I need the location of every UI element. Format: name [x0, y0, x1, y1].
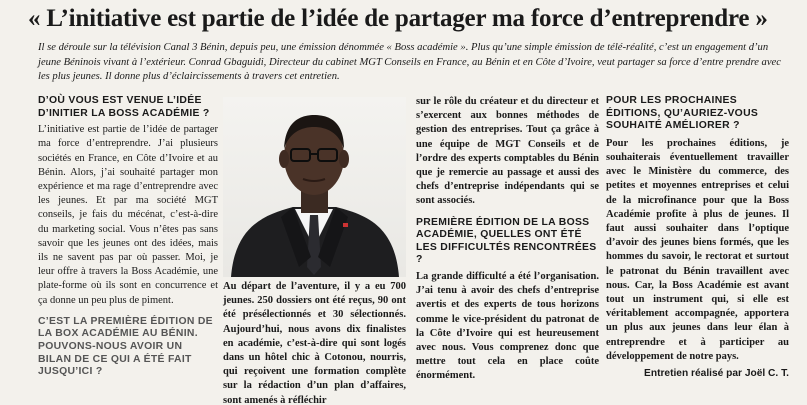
column-1: [38, 95, 218, 382]
question-3: PREMIÈRE ÉDITION DE LA BOSS ACADÉMIE, QUELLES ONT ÉTÉ LES DIFFICULTÉS RENCONTRÉES ?: [416, 216, 597, 266]
article-title: « L’initiative est partie de l’idée de partager ma force d’entreprendre »: [28, 5, 768, 32]
answer-4: Pour les prochaines éditions, je souhaiterais éventuellement travailler avec le Ministère du commerce, des petites et moyennes entreprises et celui de la microfinance pour que la Boss Académie profite à plus de jeunes. Il faut aussi souhaiter dans l’optique d’avoir des jeunes biens formés, que les hommes du savoir, le rectorat et surtout le patronat du Bénin travaillent avec nous. Car, la Boss Académie est avant tout un instrument qui, si elle est véritablement accompagnée, apportera un plus aux jeunes dans leur élan à entreprendre et à participer au développement de notre pays.: [606, 137, 789, 362]
article-intro: Il se déroule sur la télévision Canal 3 Bénin, depuis peu, une émission dénommée « Boss académie ». Plus qu’une simple émission de télé-réalité, c’est un engagement d’un jeune Béninois vivant à l’extérieur. Conrad Gbaguidi, Directeur du cabinet MGT Conseils en France, au Bénin et en Côte d’Ivoire, veut partager sa force d’entre prendre avec les plus jeunes. Il donne plus d’éclaircissements à travers cet entretien.: [38, 42, 781, 83]
column-2-text: Au départ de l’aventure, il y a eu 700 jeunes. 250 dossiers ont été reçus, 90 ont été présélectionnés et 30 sélectionnés. Aujourd’hui, nous avons dix finalistes en académie, c’est-à-dire qui sont logés dans un hôtel chic à Cotonou, nourris, qui reçoivent une formation complète sur la rédaction d’un plan d’affaires, sont amenés à réfléchir: [223, 281, 406, 405]
portrait-photo: [223, 97, 406, 277]
interview-signature: Entretien réalisé par Joël C. T.: [644, 368, 789, 380]
column-3: [416, 95, 599, 384]
question-2: C’EST LA PREMIÈRE ÉDITION DE LA BOX ACADÉMIE AU BÉNIN. POUVONS-NOUS AVOIR UN BILAN DE CE QUI A ÉTÉ FAIT JUSQU’ICI ?: [38, 315, 213, 378]
column-2: [223, 280, 406, 405]
question-1: D’OÙ VOUS EST VENUE L’IDÉE D’INITIER LA BOSS ACADÉMIE ?: [38, 95, 210, 119]
column-4: [606, 95, 789, 381]
answer-3: La grande difficulté a été l’organisation. J’ai tenu à avoir des chefs d’entreprise avertis et des experts de tous horizons comme le vice-président du patronat de la Côte d’Ivoire qui est heureusement avec nous. Vous comprenez donc que mettre tout cela en place coûte énormément.: [416, 271, 599, 382]
column-3-text-1: sur le rôle du créateur et du directeur et s’exercent aux bonnes méthodes de gestion des entreprises. Tout ça grâce à une équipe de MGT Conseils et de l’ordre des experts comptables du Bénin que je remercie au passage et aussi des chefs d’entreprise indépendants qui se sont associés.: [416, 96, 599, 207]
answer-1: L’initiative est partie de l’idée de partager ma force d’entreprendre. J’ai plusieurs sociétés en France, en Côte d’Ivoire et au Bénin. Alors, j’ai souhaité partager mon expérience et ma rage d’entreprendre avec les jeunes. Et par ma société MGT conseils, je fais du mécénat, c’est-à-dire du marketing social. Vous n’êtes pas sans savoir que les jeunes ont des idées, mais ils ne savent pas par où passer. Moi, je leur offre à travers la Boss Académie, une plate-forme où ils sont en concurrence et ça donne un peu plus de piment.: [38, 124, 218, 306]
question-4: POUR LES PROCHAINES ÉDITIONS, QU’AURIEZ-VOUS SOUHAITÉ AMÉLIORER ?: [606, 95, 759, 132]
portrait-illustration: [223, 97, 406, 277]
